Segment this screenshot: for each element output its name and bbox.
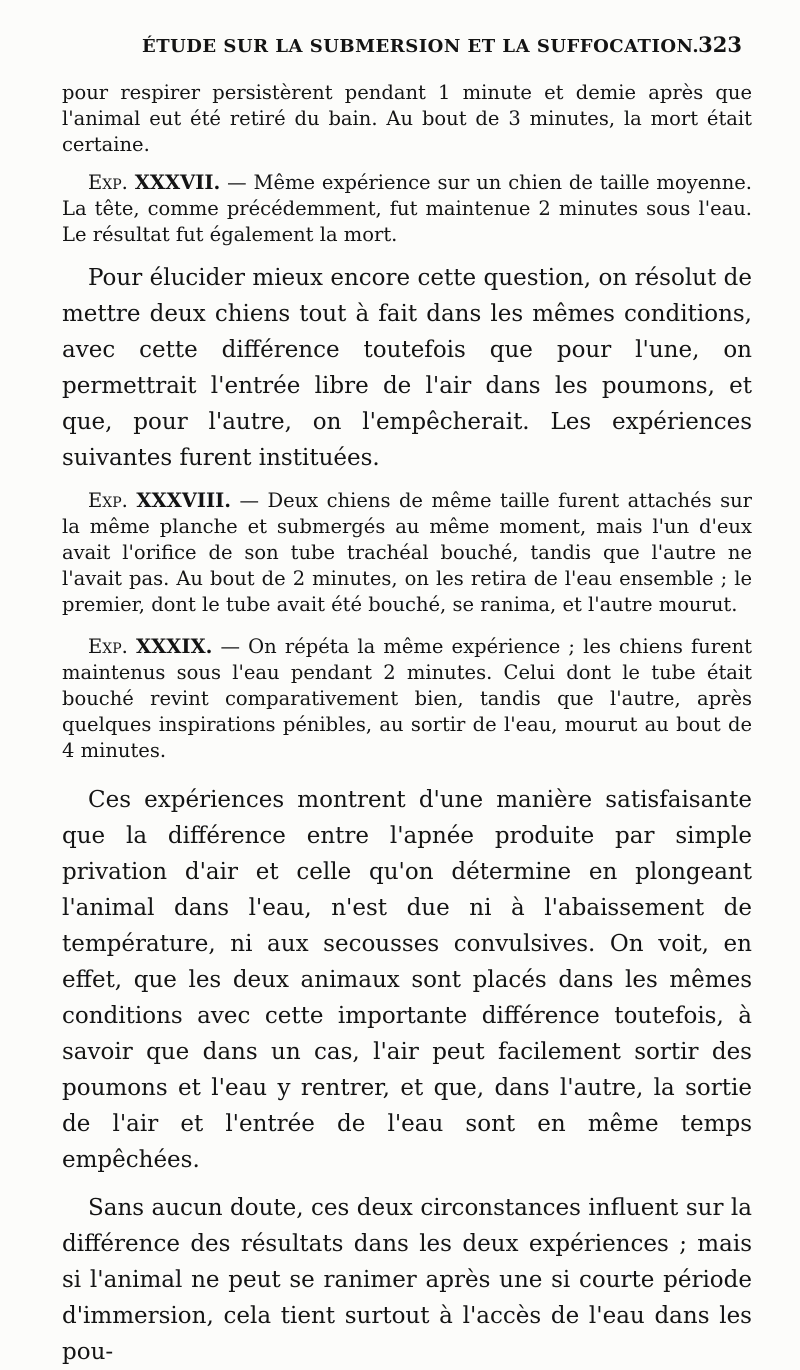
page-number: 323 xyxy=(698,32,742,57)
paragraph-2: Ces expériences montrent d'une manière satisfaisante que la différence entre l'apnée produite par simple privation d'air et celle qu'on détermine en plongeant l'animal dans l'eau, n'est due ni à l'abaissement de température, ni aux secousses convulsives. On voit, en effet, que les deux animaux sont placés dans les mêmes conditions avec cette importante différence toutefois, à savoir que dans un cas, l'air peut facilement sortir des poumons et l'eau y rentrer, et que, dans l'autre, la sortie de l'air et l'entrée de l'eau sont en même temps empêchées. xyxy=(62,787,752,1173)
running-title: ÉTUDE SUR LA SUBMERSION ET LA SUFFOCATION. xyxy=(142,36,700,57)
experiment-39-label: Exp. xyxy=(88,635,128,658)
experiment-38-label: Exp. xyxy=(88,489,128,512)
experiment-39 xyxy=(62,634,752,764)
experiment-38 xyxy=(62,488,752,618)
experiment-39-number: XXXIX. xyxy=(135,635,213,658)
experiment-38-text: — Deux chiens de même taille furent attachés sur la même planche et submergés au même moment, mais l'un d'eux avait l'orifice de son tube trachéal bouché, tandis que l'autre ne l'avait pas. Au bout de 2 minutes, on les retira de l'eau ensemble ; le premier, dont le tube avait été bouché, se ranima, et l'autre mourut. xyxy=(62,489,752,616)
experiment-37 xyxy=(62,170,752,248)
experiment-38-number: XXXVIII. xyxy=(136,489,231,512)
experiment-37-number: XXXVII. xyxy=(134,171,221,194)
experiment-37-label: Exp. xyxy=(88,171,128,194)
experiment-37-text: — Même expérience sur un chien de taille moyenne. La tête, comme précédemment, fut maintenue 2 minutes sous l'eau. Le résultat fut également la mort. xyxy=(62,171,752,246)
paragraph-1: Pour élucider mieux encore cette question, on résolut de mettre deux chiens tout à fait dans les mêmes conditions, avec cette différence toutefois que pour l'une, on permettrait l'entrée libre de l'air dans les poumons, et que, pour l'autre, on l'empêcherait. Les expériences suivantes furent instituées. xyxy=(62,265,752,471)
paragraph-3: Sans aucun doute, ces deux circonstances influent sur la différence des résultats dans les deux expériences ; mais si l'animal ne peut se ranimer après une si courte période d'immersion, cela tient surtout à l'accès de l'eau dans les pou- xyxy=(62,1195,752,1365)
page-header xyxy=(62,32,752,72)
experiment-39-text: — On répéta la même expérience ; les chiens furent maintenus sous l'eau pendant 2 minutes. Celui dont le tube était bouché revint comparativement bien, tandis que l'autre, après quelques inspirations pénibles, au sortir de l'eau, mourut au bout de 4 minutes. xyxy=(62,635,752,762)
continuation-paragraph: pour respirer persistèrent pendant 1 minute et demie après que l'animal eut été retiré du bain. Au bout de 3 minutes, la mort était certaine. xyxy=(62,81,752,156)
